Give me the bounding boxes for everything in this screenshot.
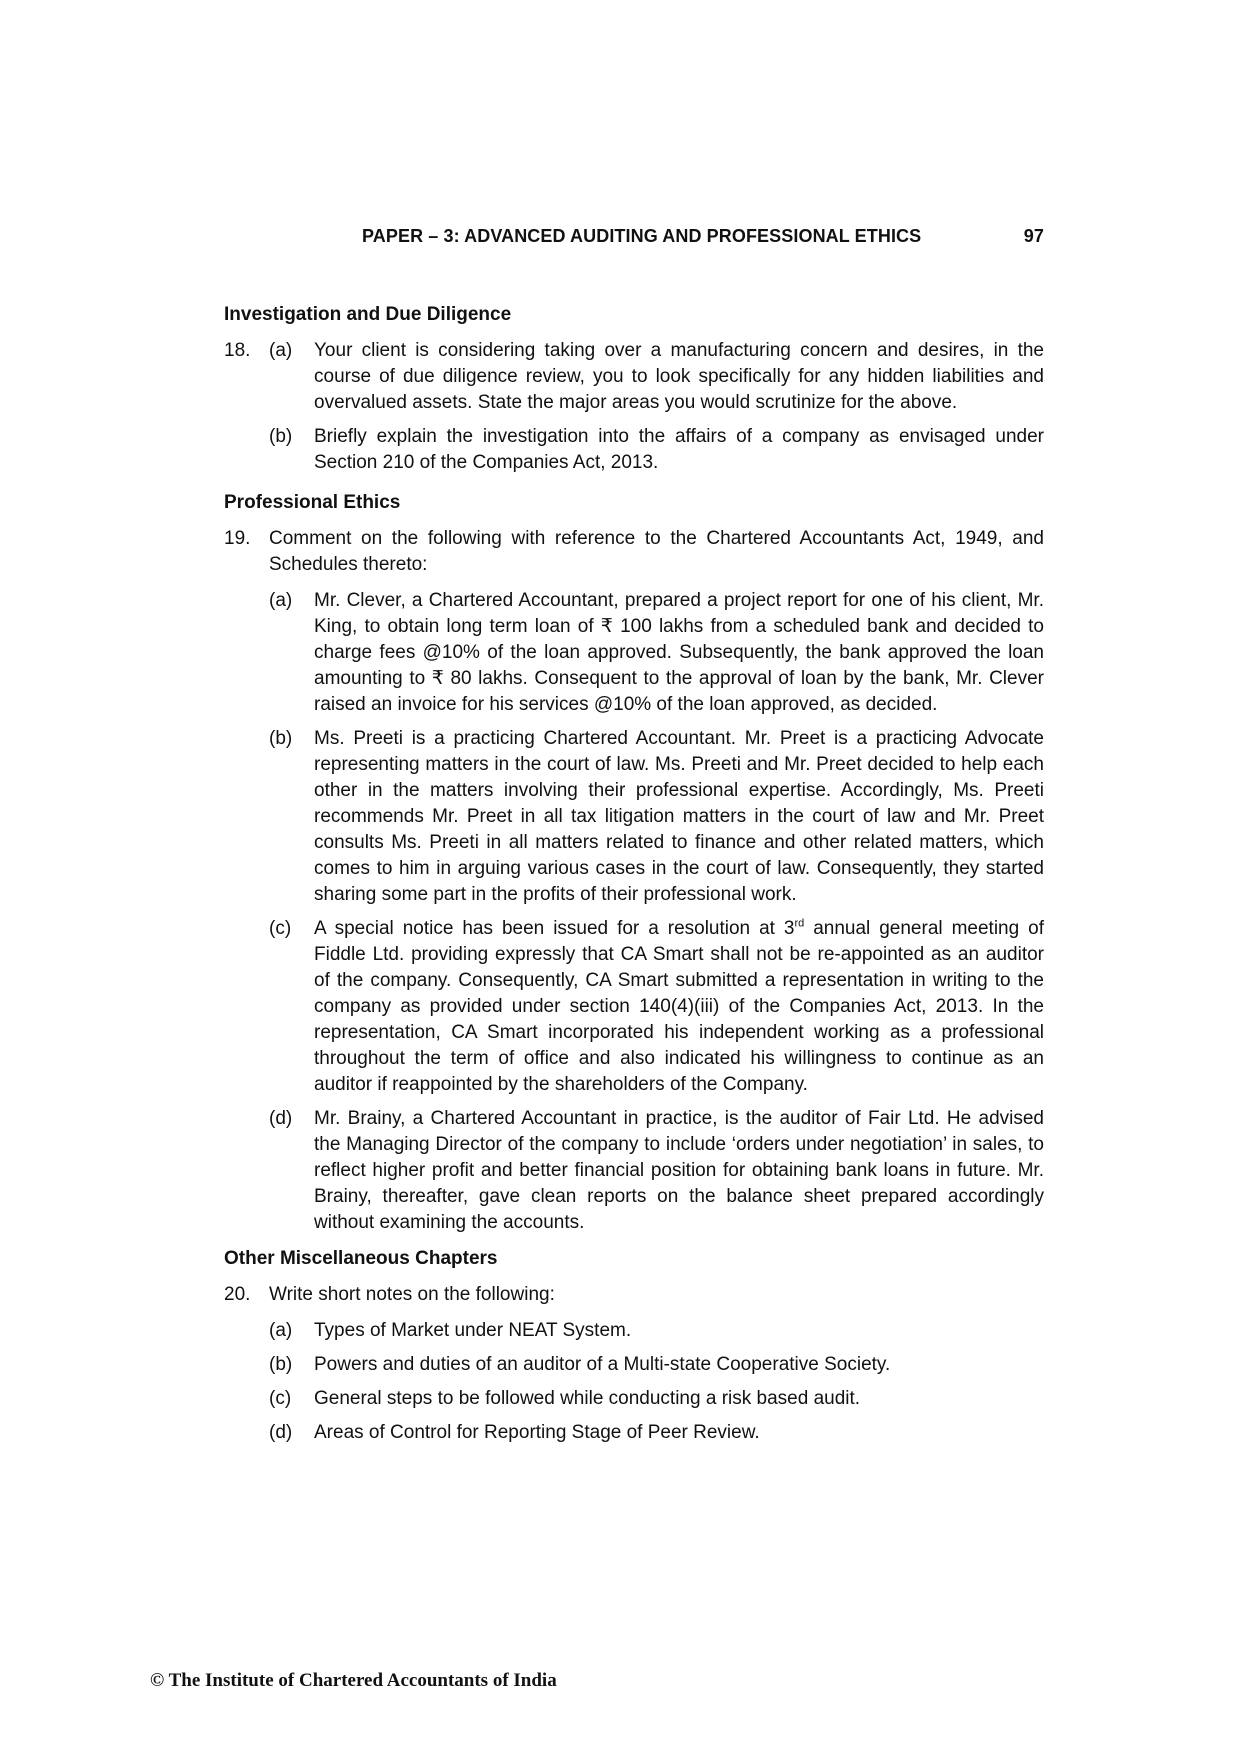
question-intro: Write short notes on the following: [269,1284,555,1305]
sub-label: (c) [269,918,292,939]
copyright-footer: © The Institute of Chartered Accountants of India [150,1670,557,1691]
sub-question-19b [269,726,1044,908]
sub-label: (a) [269,340,293,361]
sub-label: (c) [269,1388,292,1409]
sub-question-20a [269,1318,1044,1344]
sub-text-post: annual general meeting of Fiddle Ltd. providing expressly that CA Smart shall not be re-appointed as an auditor of the company. Consequently, CA Smart submitted a representation in writing to the company as provided under section 140(4)(iii) of the Companies Act, 2013. In the representation, CA Smart incorporated his independent working as a professional throughout the term of office and also indicated his willingness to continue as an auditor if reappointed by the shareholders of the Company. [314,918,1044,1095]
ordinal-superscript: rd [794,917,805,930]
sub-label: (b) [269,426,293,447]
running-header [362,226,1044,247]
page-number: 97 [1023,226,1044,246]
sub-text: Your client is considering taking over a manufacturing concern and desires, in the course of due diligence review, you to look specifically for any hidden liabilities and overvalued assets. State the major areas you would scrutinize for the above. [314,340,1044,413]
sub-question-18b [269,424,1044,476]
sub-text-pre: A special notice has been issued for a resolution at 3 [314,918,795,939]
sub-text: General steps to be followed while conducting a risk based audit. [314,1388,861,1409]
question-number: 20. [224,1284,251,1305]
section-heading-misc: Other Miscellaneous Chapters [224,1248,498,1269]
sub-question-19d [269,1106,1044,1236]
section-heading-ethics: Professional Ethics [224,492,401,513]
question-number: 18. [224,340,251,361]
sub-label: (b) [269,728,293,749]
sub-text: Mr. Brainy, a Chartered Accountant in practice, is the auditor of Fair Ltd. He advised the Managing Director of the company to include ‘orders under negotiation’ in sales, to reflect higher profit and better financial position for obtaining bank loans in future. Mr. Brainy, thereafter, gave clean reports on the balance sheet prepared accordingly without examining the accounts. [314,1108,1044,1233]
question-number: 19. [224,528,251,549]
sub-question-20d [269,1420,1044,1446]
sub-question-19a [269,588,1044,718]
sub-label: (d) [269,1422,293,1443]
sub-question-18a [269,338,1044,416]
sub-text: Powers and duties of an auditor of a Multi-state Cooperative Society. [314,1354,891,1375]
section-heading-investigation: Investigation and Due Diligence [224,304,512,325]
sub-label: (a) [269,1320,293,1341]
sub-label: (b) [269,1354,293,1375]
sub-question-20b [269,1352,1044,1378]
sub-label: (a) [269,590,293,611]
question-19 [224,526,1044,1236]
header-title: PAPER – 3: ADVANCED AUDITING AND PROFESSIONAL ETHICS [362,226,922,246]
sub-question-20c [269,1386,1044,1412]
sub-question-19c [269,916,1044,1098]
sub-text: Mr. Clever, a Chartered Accountant, prepared a project report for one of his client, Mr. King, to obtain long term loan of ₹ 100 lakhs from a scheduled bank and decided to charge fees @10% of the loan approved. Subsequently, the bank approved the loan amounting to ₹ 80 lakhs. Consequent to the approval of loan by the bank, Mr. Clever raised an invoice for his services @10% of the loan approved, as decided. [314,590,1044,715]
question-18 [224,338,1044,476]
sub-text: Ms. Preeti is a practicing Chartered Accountant. Mr. Preet is a practicing Advocate representing matters in the court of law. Ms. Preeti and Mr. Preet decided to help each other in the matters involving their professional expertise. Accordingly, Ms. Preeti recommends Mr. Preet in all tax litigation matters in the court of law and Mr. Preet consults Ms. Preeti in all matters related to finance and other related matters, which comes to him in arguing various cases in the court of law. Consequently, they started sharing some part in the profits of their professional work. [314,728,1044,905]
question-20 [224,1282,1044,1446]
sub-label: (d) [269,1108,293,1129]
sub-text: Briefly explain the investigation into the affairs of a company as envisaged under Section 210 of the Companies Act, 2013. [314,426,1044,473]
question-intro: Comment on the following with reference to the Chartered Accountants Act, 1949, and Schedules thereto: [269,528,1044,575]
sub-text: Types of Market under NEAT System. [314,1320,632,1341]
page-content [224,302,1044,1456]
sub-text: Areas of Control for Reporting Stage of Peer Review. [314,1422,760,1443]
